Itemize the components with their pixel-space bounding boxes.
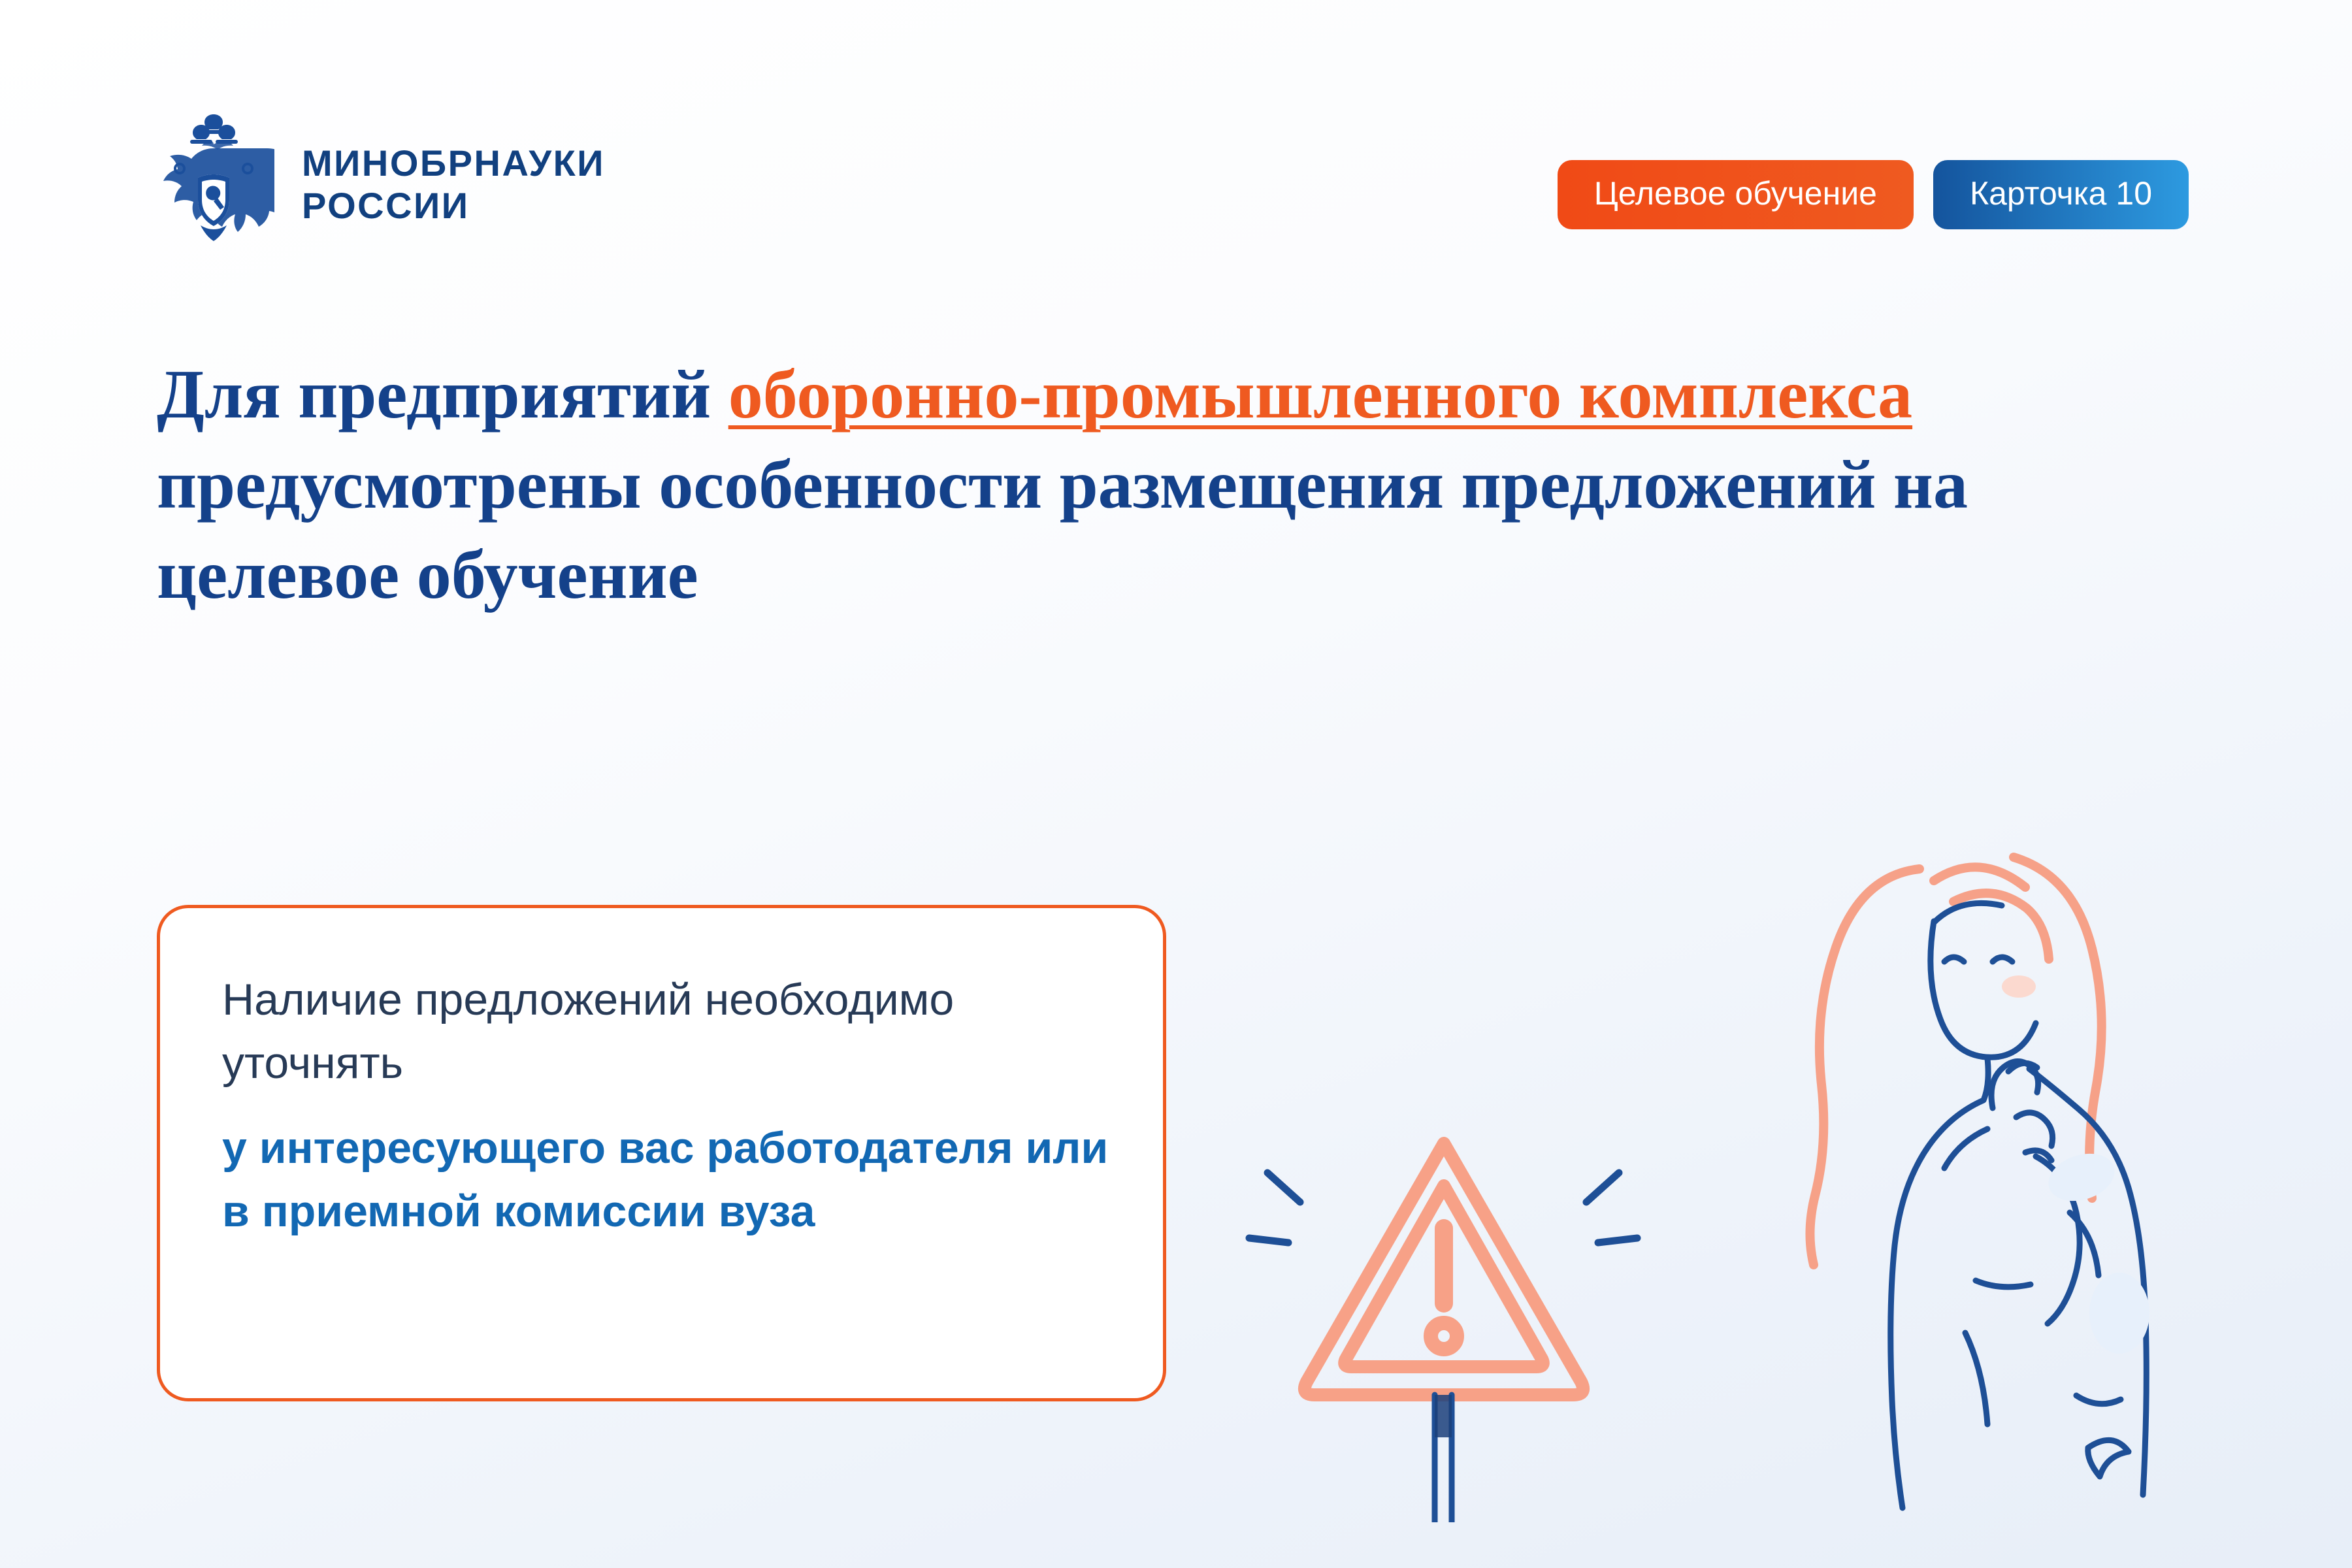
brand-title-line1: МИНОБРНАУКИ	[302, 142, 606, 184]
badge-topic: Целевое обучение	[1558, 160, 1914, 229]
headline-part-1: Для предприятий	[157, 356, 728, 433]
callout-text-bold: у интересующего вас работодателя или в приемной комиссии вуза	[222, 1123, 1109, 1236]
illustration	[1241, 706, 2261, 1522]
page-title	[157, 350, 2084, 619]
russian-coat-of-arms-icon	[154, 114, 274, 255]
callout-text	[222, 968, 1111, 1243]
headline-part-2: предусмотрены особенности размещения предложений на целевое обучение	[157, 446, 1968, 613]
callout-text-regular: Наличие предложений необходимо уточнять	[222, 975, 955, 1088]
badge-card-number: Карточка 10	[1933, 160, 2189, 229]
warning-exclamation-sign-icon	[1305, 1143, 1583, 1395]
badge-group	[1558, 160, 2189, 229]
brand-title	[302, 142, 605, 227]
thinking-woman-illustration	[1810, 857, 2149, 1508]
brand-block	[154, 114, 605, 255]
brand-title-line2: РОССИИ	[302, 184, 470, 226]
headline-highlight: оборонно-промышленного комплекса	[728, 356, 1913, 433]
callout-box	[157, 905, 1166, 1401]
header	[0, 0, 2352, 274]
